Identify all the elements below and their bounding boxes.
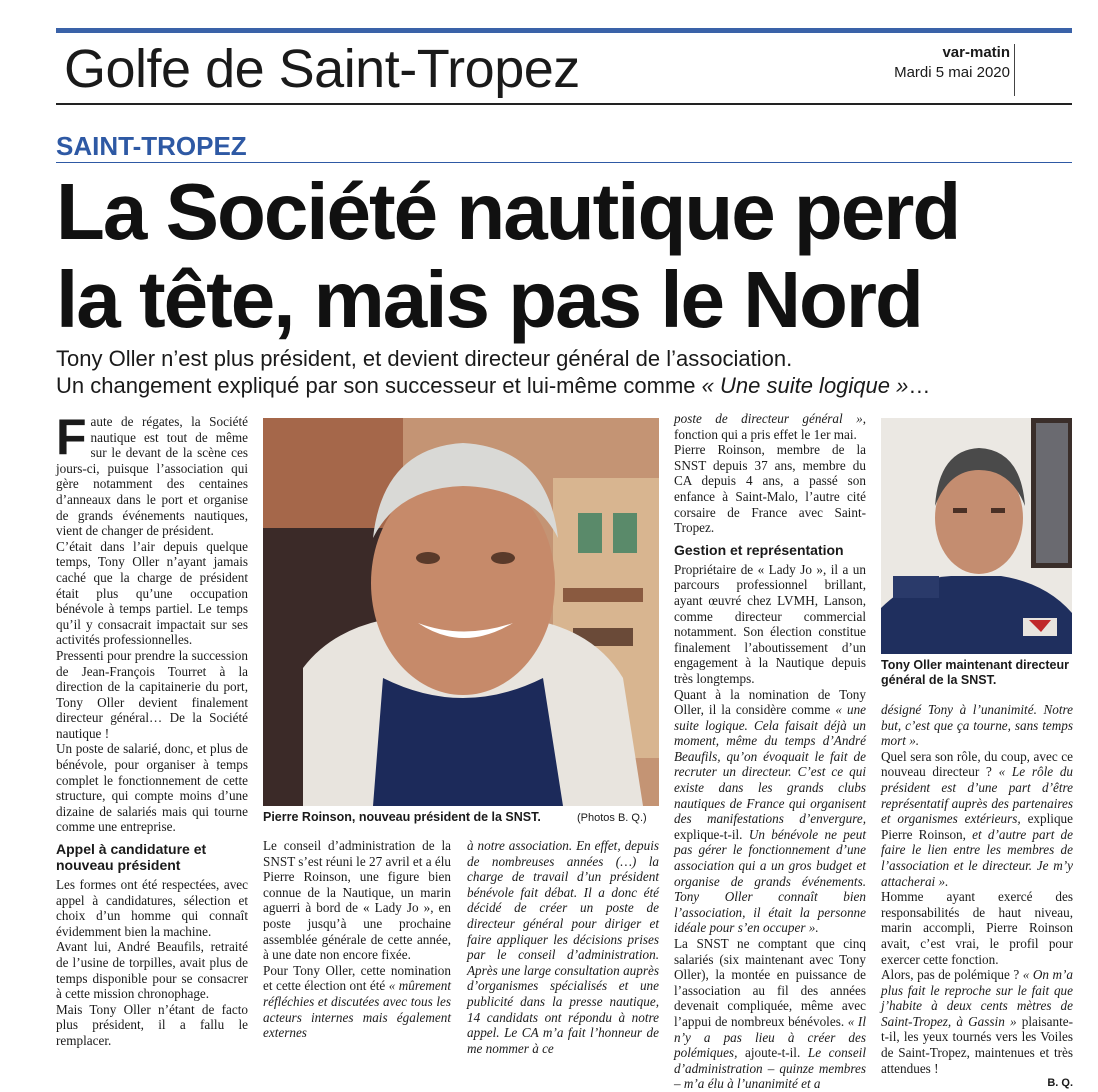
paragraph: C’était dans l’air depuis quelque temps, Tony Oller n’ayant jamais caché que la charge de président était plus qu’une occupation bénévole à temps partiel. Le temps qu’il y consacrait impactait sur ses activités professionnelles. (56, 538, 248, 648)
quote: et d’autre part de faire le lien entre les membres de l’association et le directeur. Je m’y attacherai ». (881, 826, 1074, 889)
standfirst-line-2 (56, 372, 1086, 399)
photo-tony-oller (881, 418, 1072, 654)
portrait-photo (881, 418, 1072, 654)
newspaper-name: var-matin (942, 44, 1010, 61)
standfirst-quote: « Une suite logique » (701, 373, 909, 398)
article-column-2 (263, 838, 451, 1041)
paragraph (674, 936, 866, 1092)
quote: Le conseil d’administration – quinze membres – m’a élu à l’unanimité et a (674, 1045, 866, 1092)
text: La SNST ne comptant que cinq salariés (six maintenant avec Tony Oller), la montée en puissance de l’association au fil des années devenait compliquée, même avec l’appui de nombreux bénévoles. (674, 936, 866, 1029)
paragraph: aute de régates, la Société nautique est tout de même sur le devant de la scène ces jours-ci, puisque l’association qui gère notamment des centaines d’anneaux dans le port et organise de grands événements nautiques, vient de changer de président. (56, 414, 248, 539)
quote: Un bénévole ne peut pas gérer le fonctionnement d’une association qui a un gros budget et organise de grands événements. Tony Oller connaît bien l’association, il était la personne idéale pour s’en occuper ». (674, 826, 866, 936)
quote: « Il n’y a pas lieu à créer des polémiques, (674, 1013, 866, 1061)
text: ajoute-t-il. (744, 1045, 801, 1061)
masthead-divider (1014, 44, 1015, 96)
headline-line-2: la tête, mais pas le Nord (56, 255, 922, 344)
paragraph: Pierre Roinson, membre de la SNST depuis 37 ans, membre du CA depuis 4 ans, a passé son enfance à Saint-Malo, l’autre cité corsaire de France avec Saint-Tropez. (674, 442, 866, 536)
headline (56, 168, 1086, 344)
quote-paragraph: à notre association. En effet, depuis de nombreuses années (…) la charge de travail d’un président bénévole fait débat. Il a donc été décidé de créer un poste de directeur général pour diriger et faire appliquer les décisions prises par le conseil d’administration. Après une large consultation auprès d’organismes spécialisés et une publicité dans la presse nautique, 14 candidats ont répondu à notre appel. Le CA m’a fait l’honneur de me nommer à ce (467, 838, 659, 1056)
portrait-photo (263, 418, 659, 806)
text: Alors, pas de polémique ? (881, 967, 1020, 983)
photo-caption-1: Pierre Roinson, nouveau président de la SNST. (263, 810, 541, 824)
publication-date: Mardi 5 mai 2020 (894, 64, 1010, 81)
standfirst-ellipsis: … (908, 373, 931, 398)
text: Quant à la nomination de Tony Oller, il la considère comme (674, 686, 866, 718)
quote: « On m’a plus fait le reproche sur le fait que j’habite à deux cents mètres de Saint-Tropez, à Gassin » (881, 967, 1073, 1029)
text: explique Pierre Roinson, (881, 811, 1073, 842)
subheading: Gestion et représentation (674, 541, 844, 558)
article-column-1 (56, 409, 248, 1049)
paragraph: Propriétaire de « Lady Jo », il a un parcours professionnel brillant, ayant œuvré chez LVMH, Lanson, comme directeur commercial notamment. Son élection constitue finalement l’aboutissement d’un engagement à la Nautique depuis très longtemps. (674, 561, 866, 686)
top-accent-bar (56, 28, 1072, 33)
drop-cap: F (56, 409, 87, 465)
paragraph (674, 687, 866, 937)
paragraph: Mais Tony Oller n’étant de facto plus président, il a fallu le remplacer. (56, 1001, 248, 1048)
quote: « une suite logique. Cela faisait déjà un moment, même du temps d’André Beaufils, qu’on évoquait le fait de recruter un directeur. C’est ce qui existe dans les grands clubs nautiques de France qui organisent des manifestations d’envergure, (674, 702, 867, 827)
text: Pour Tony Oller, cette nomination et cette élection ont été (263, 962, 451, 994)
kicker: SAINT-TROPEZ (56, 131, 247, 161)
author-signature: B. Q. (1047, 1077, 1073, 1090)
article-column-5 (881, 702, 1073, 1092)
paragraph: Un poste de salarié, donc, et plus de bénévole, pour organiser à temps complet le fonctionnement de cette structure, qui compte moins d’une dizaine de salariés mais qui tourne comme une entreprise. (56, 741, 248, 835)
paragraph (263, 963, 451, 1041)
standfirst-text: Un changement expliqué par son successeur et lui-même comme (56, 373, 696, 398)
paragraph (674, 411, 866, 442)
text: , fonction qui a pris effet le 1er mai. (674, 411, 866, 442)
photo-pierre-roinson (263, 418, 659, 806)
standfirst-line-1: Tony Oller n’est plus président, et devient directeur général de l’association. (56, 346, 793, 371)
paragraph: Avant lui, André Beaufils, retraité de l’usine de torpilles, avait plus de temps disponible pour se consacrer à cette mission chronophage. (56, 939, 248, 1002)
masthead-rule (56, 103, 1072, 105)
paragraph (881, 967, 1073, 1076)
photo-credit: (Photos B. Q.) (577, 812, 647, 824)
standfirst (56, 345, 1086, 399)
quote-paragraph: désigné Tony à l’unanimité. Notre but, c’est que ça tourne, sans temps mort ». (881, 702, 1073, 749)
text: Quel sera son rôle, du coup, avec ce nouveau directeur ? (881, 748, 1073, 780)
quote: « Le rôle du président est d’une part d’être représentatif auprès des partenaires et organismes extérieurs, (881, 764, 1074, 827)
photo-caption-2: Tony Oller maintenant directeur général de la SNST. (881, 658, 1070, 687)
article-column-3 (467, 838, 659, 1056)
paragraph: Les formes ont été respectées, avec appel à candidatures, sélection et choix d’un homme qui connaît évidemment bien la machine. (56, 877, 248, 939)
subheading: Appel à candidature et nouveau président (56, 841, 207, 874)
paragraph (881, 749, 1073, 889)
paragraph: Le conseil d’administration de la SNST s’est réuni le 27 avril et a élu Pierre Roinson, une figure bien connue de la Nautique, un marin aguerri à bord de « Lady Jo », en poste jusqu’à une prochaine assemblée générale de cette année, à une date non encore fixée. (263, 838, 452, 963)
text: plaisante-t-il, les yeux tournés vers les Voiles de Saint-Tropez, maintenues et très attendues ! (881, 1013, 1073, 1076)
paragraph: Pressenti pour prendre la succession de Jean-François Tourret à la direction de la capitainerie du port, Tony Oller devient finalement directeur général… De la Société nautique ! (56, 647, 248, 741)
paragraph: Homme ayant exercé des responsabilités de haut niveau, marin accompli, Pierre Roinson avait, c’est vrai, le profil pour exercer cette fonction. (881, 889, 1073, 967)
text: explique-t-il. (674, 826, 743, 842)
section-title: Golfe de Saint-Tropez (64, 39, 580, 99)
headline-line-1: La Société nautique perd (56, 167, 960, 256)
quote: poste de directeur général » (674, 411, 863, 426)
quote: « mûrement réfléchies et discutées avec tous les acteurs internes mais également externes (263, 978, 452, 1041)
article-column-4 (674, 411, 866, 1092)
kicker-rule (56, 162, 1072, 163)
